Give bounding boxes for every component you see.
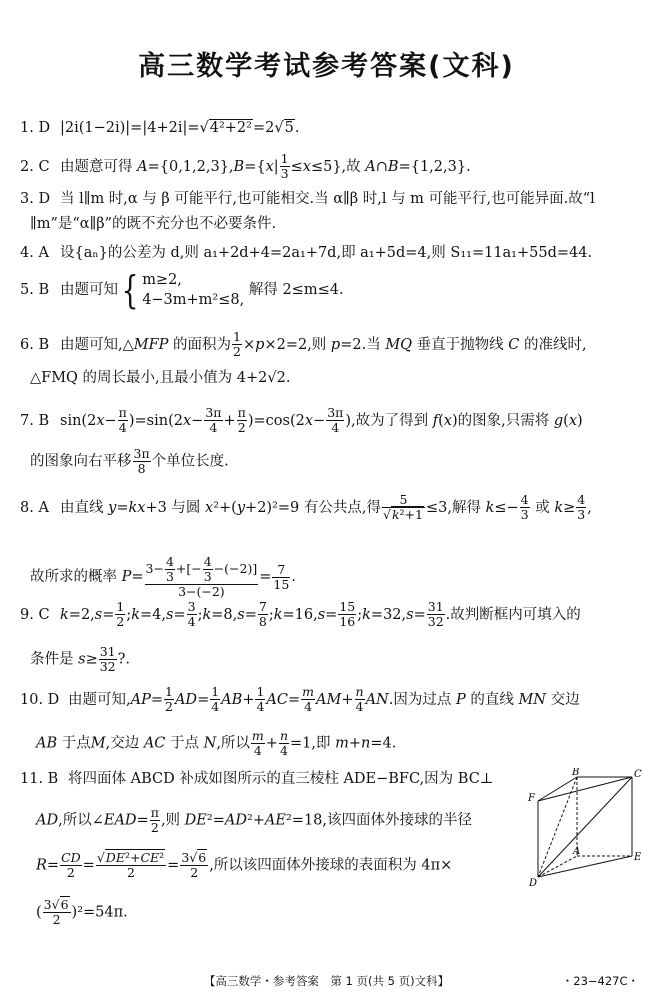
answer-rendered: 由题意可得 A={0,1,2,3},B={x| $\frac{1}{3}$ ≤x≤5},故 A∩B={1,2,3}. (60, 151, 471, 181)
answer-rendered: 由题可知,△MFP 的面积为 $\frac{1}{2}$ ×p×2=2,则 p=2.当 MQ 垂直于抛物线 C 的准线时, (60, 329, 587, 359)
answer-11-line2: AD,所以∠EAD= $\frac{\pi}{2}$ ,则 DE²=AD²+AE²=18,该四面体外接球的半径 (36, 805, 473, 835)
prism-figure (520, 768, 645, 888)
footer-page-info: 【高三数学・参考答案 第 1 页(共 5 页)文科】 (203, 974, 450, 988)
answer-6-line2: △FMQ 的周长最小,且最小值为 4+2√2. (30, 370, 291, 386)
answer-number: 1. D (20, 120, 51, 136)
answer-number: 10. D (20, 691, 60, 708)
answer-number: 7. B (20, 412, 50, 429)
answer-number: 4. A (20, 245, 49, 261)
answer-number: 3. D (20, 191, 51, 207)
answer-3-line2: ∥m”是“α∥β”的既不充分也不必要条件. (30, 216, 277, 232)
label-F: F (528, 793, 535, 804)
answer-number: 6. B (20, 336, 50, 353)
answer-9 (20, 600, 638, 629)
answer-7-line2: 的图象向右平移 $\frac{3\pi}{8}$ 个单位长度. (30, 446, 229, 476)
answer-11-line3: R= $\frac{CD}{2}$ = $\frac{\text{√DE²+CE²}}{2}$ = $\frac{3√6}{2}$ ,所以该四面体外接球的表面积为 4π× (36, 850, 453, 880)
answer-6 (20, 330, 638, 359)
answer-number: 5. B (20, 282, 50, 298)
label-E: E (634, 852, 642, 863)
answer-line: 当 l∥m 时,α 与 β 可能平行,也可能相交.当 α∥β 时,l 与 m 可能平行,也可能异面.故“l (60, 191, 595, 207)
label-C: C (634, 769, 642, 780)
answer-10 (20, 685, 638, 714)
answer-rendered: sin(2x− $\frac{\pi}{4}$ )=sin(2x− $\frac{3\pi}{4}$ + $\frac{\pi}{2}$ )=cos(2x− $\frac{3\pi}{4}$ ),故为了得到 f(x)的图象,只需将 g(x) (60, 405, 583, 435)
answer-3 (20, 189, 638, 209)
answer-4 (20, 243, 638, 263)
answer-number: 9. C (20, 606, 50, 623)
answer-number: 11. B (20, 771, 59, 787)
footer-code: ・23−427C・ (561, 974, 639, 988)
answer-9-line2: 条件是 s≥ $\frac{31}{32}$ ?. (30, 644, 131, 674)
answer-11-line4: ( $\frac{3√6}{2}$ )²=54π. (36, 897, 128, 927)
answer-10-line2: AB 于点M,交边 AC 于点 N,所以 $\frac{m}{4}$ + $\frac{n}{4}$ =1,即 m+n=4. (36, 728, 397, 758)
answer-result: 解得 2≤m≤4. (248, 282, 344, 298)
answer-rendered: 由题可知,AP= $\frac{1}{2}$ AD= $\frac{1}{4}$ AB+ $\frac{1}{4}$ AC= $\frac{m}{4}$ AM+ $\frac{n}{4}$ AN.因为过点 P 的直线 MN 交边 (68, 684, 580, 714)
answer-rendered: 由直线 y=kx+3 与圆 x²+(y+2)²=9 有公共点,得 $\frac{5}{\text{√k²+1}}$ ≤3,解得 k≤− $\frac{4}{3}$ 或 k≥ $\frac{4}{3}$ , (60, 492, 592, 522)
condition-system (142, 270, 244, 310)
answer-number: 8. A (20, 499, 49, 516)
answer-11 (20, 769, 520, 789)
label-A: A (573, 846, 581, 857)
answer-rendered: k=2,s= $\frac{1}{2}$ ;k=4,s= $\frac{3}{4}$ ;k=8,s= $\frac{7}{8}$ ;k=16,s= $\frac{15}{16}$ ;k=32,s= $\frac{31}{32}$ .故判断框内可填入的 (60, 599, 581, 629)
condition-1: m≥2, (142, 272, 182, 288)
answer-prefix: 由题可知 (60, 282, 118, 298)
answer-7 (20, 406, 638, 435)
condition-2: 4−3m+m²≤8, (142, 292, 245, 308)
label-B: B (572, 768, 580, 778)
page-title: 高三数学考试参考答案(文科) (138, 51, 515, 82)
answer-rendered: |2i(1−2i)|=|4+2i|=√4²+2²=2√5. (60, 120, 300, 136)
answer-1 (20, 118, 638, 138)
answer-number: 2. C (20, 158, 50, 175)
answer-5 (20, 270, 638, 310)
label-D: D (529, 878, 538, 888)
answer-2 (20, 152, 638, 181)
answer-8 (20, 493, 638, 522)
answer-text: 设{aₙ}的公差为 d,则 a₁+2d+4=2a₁+7d,即 a₁+5d=4,则 S₁₁=11a₁+55d=44. (60, 245, 593, 261)
answer-8-line2: 故所求的概率 P= 3− $\frac{4}{3}$ +[− $\frac{4}{3}$ −(−2)] 3−(−2) = $\frac{7}{15}$ . (30, 554, 296, 599)
brace-glyph: { (121, 268, 139, 312)
answer-line: 将四面体 ABCD 补成如图所示的直三棱柱 ADE−BFC,因为 BC⊥ (68, 771, 494, 787)
